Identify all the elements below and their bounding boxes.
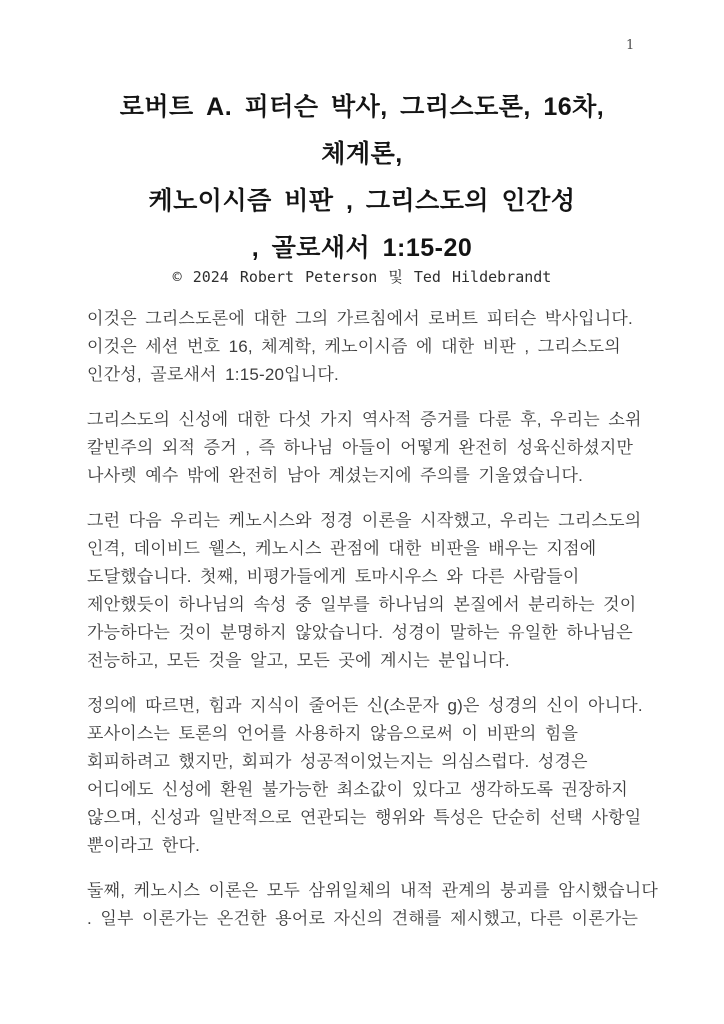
paragraph-5 — [87, 877, 658, 933]
body-line: 뿐이라고 한다. — [87, 836, 201, 855]
body-line: 가능하다는 것이 분명하지 않았습니다. 성경이 말하는 유일한 하나님은 — [87, 623, 633, 642]
body-line: 회피하려고 했지만, 회피가 성공적이었는지는 의심스럽다. 성경은 — [87, 752, 588, 771]
body-line: 인격, 데이비드 웰스, 케노시스 관점에 대한 비판을 배우는 지점에 — [87, 539, 597, 558]
paragraph-3 — [87, 507, 647, 675]
paragraph-1 — [87, 305, 647, 389]
body-line: 그리스도의 신성에 대한 다섯 가지 역사적 증거를 다룬 후, 우리는 소위 — [87, 410, 642, 429]
body-line: 전능하고, 모든 것을 알고, 모든 곳에 계시는 분입니다. — [87, 651, 510, 670]
body-line: 그런 다음 우리는 케노시스와 정경 이론을 시작했고, 우리는 그리스도의 — [87, 511, 642, 530]
body-line: 도달했습니다. 첫째, 비평가들에게 토마시우스 와 다른 사람들이 — [87, 567, 580, 586]
body-line: . 일부 이론가는 온건한 용어로 자신의 견해를 제시했고, 다른 이론가는 — [87, 909, 639, 928]
body-line: 둘째, 케노시스 이론은 모두 삼위일체의 내적 관계의 붕괴를 암시했습니다 — [87, 881, 658, 900]
document-title — [0, 84, 724, 272]
body-line: 이것은 세션 번호 16, 체계학, 케노이시즘 에 대한 비판 , 그리스도의 — [87, 337, 621, 356]
copyright-line: © 2024 Robert Peterson 및 Ted Hildebrandt — [172, 268, 552, 286]
title-line-3: 케노이시즘 비판 , 그리스도의 인간성 — [148, 187, 576, 215]
body-line: 인간성, 골로새서 1:15-20입니다. — [87, 365, 339, 384]
body-line: 제안했듯이 하나님의 속성 중 일부를 하나님의 본질에서 분리하는 것이 — [87, 595, 637, 614]
paragraph-4 — [87, 692, 647, 860]
title-line-4: , 골로새서 1:15-20 — [251, 234, 473, 262]
title-line-1: 로버트 A. 피터슨 박사, 그리스도론, 16차, — [119, 93, 605, 121]
body-line: 칼빈주의 외적 증거 , 즉 하나님 아들이 어떻게 완전히 성육신하셨지만 — [87, 438, 634, 457]
body-line: 이것은 그리스도론에 대한 그의 가르침에서 로버트 피터슨 박사입니다. — [87, 309, 633, 328]
document-body — [87, 305, 658, 950]
paragraph-2 — [87, 406, 647, 490]
body-line: 어디에도 신성에 환원 불가능한 최소값이 있다고 생각하도록 권장하지 — [87, 780, 628, 799]
body-line: 정의에 따르면, 힘과 지식이 줄어든 신(소문자 g)은 성경의 신이 아니다. — [87, 696, 643, 715]
body-line: 포사이스는 토론의 언어를 사용하지 않음으로써 이 비판의 힘을 — [87, 724, 579, 743]
page-number: 1 — [626, 38, 635, 53]
title-line-2: 체계론, — [321, 140, 403, 168]
body-line: 나사렛 예수 밖에 완전히 남아 계셨는지에 주의를 기울였습니다. — [87, 466, 584, 485]
body-line: 않으며, 신성과 일반적으로 연관되는 행위와 특성은 단순히 선택 사항일 — [87, 808, 642, 827]
